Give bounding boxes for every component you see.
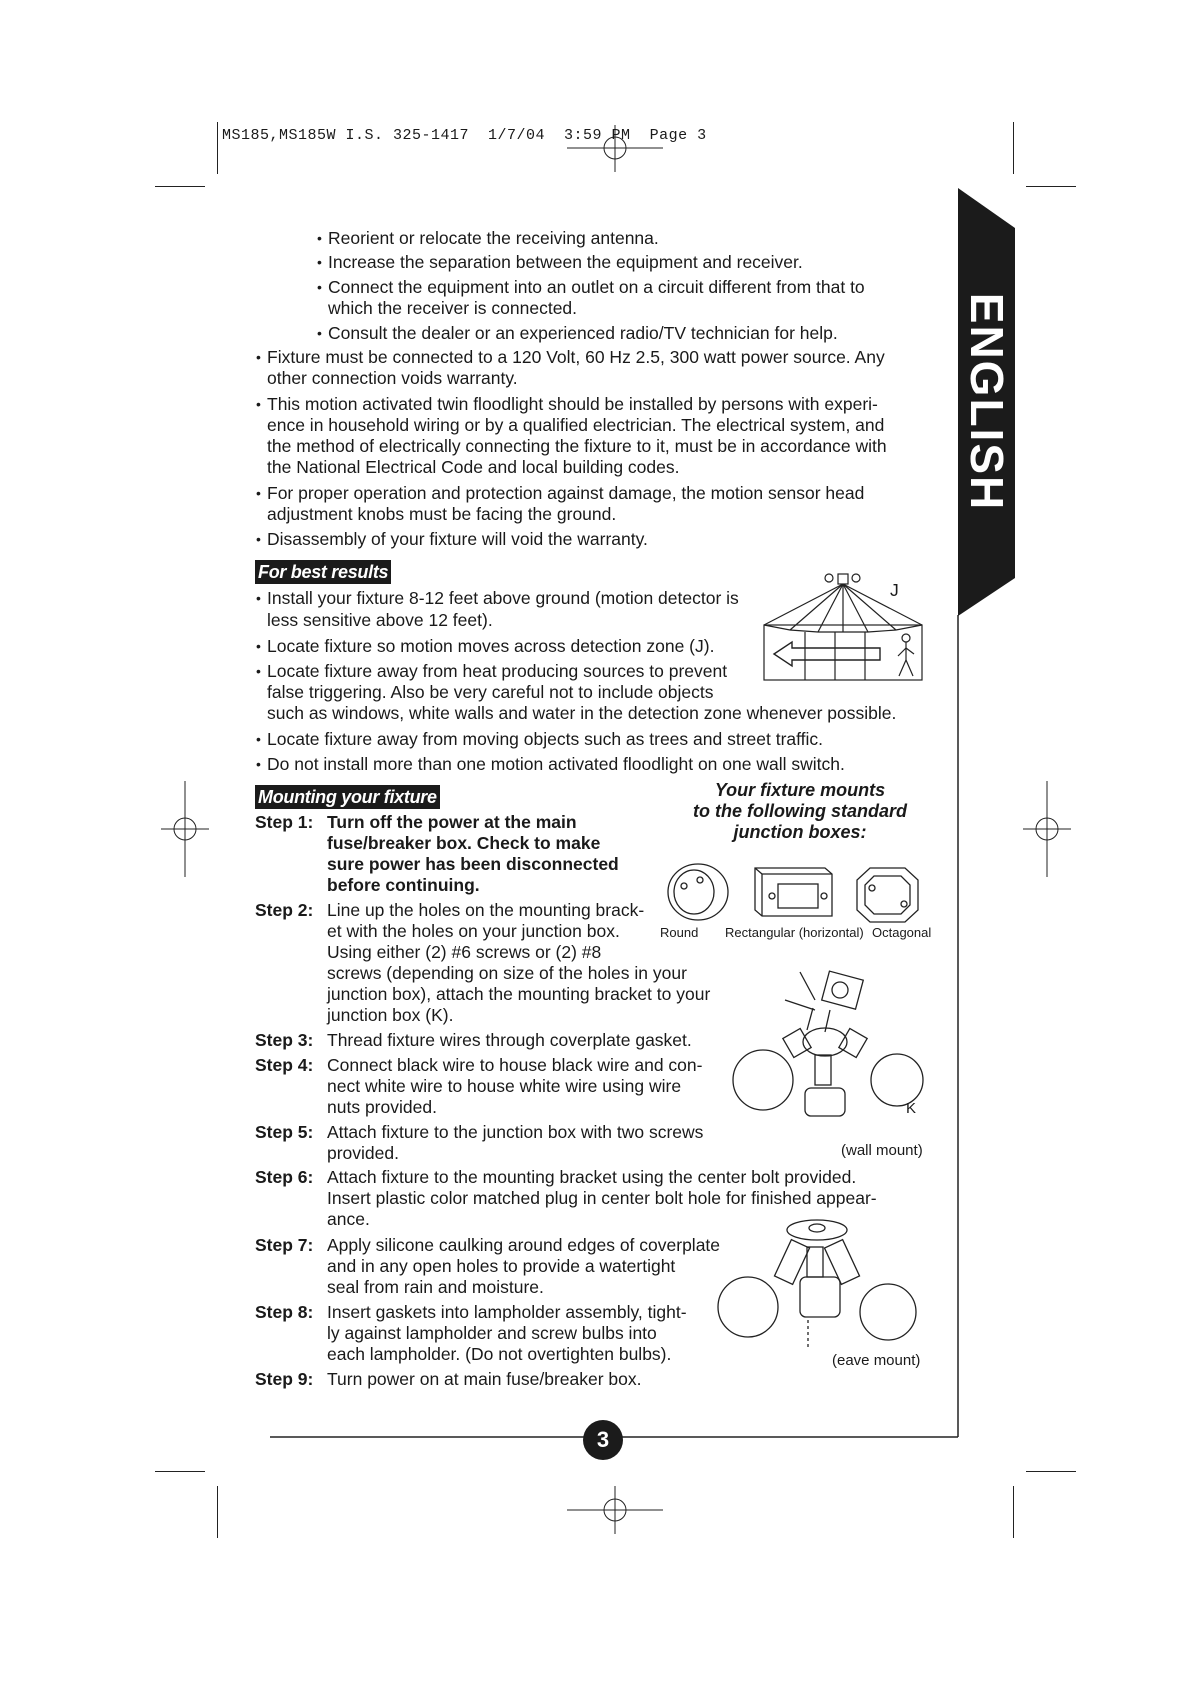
list-item-cont: such as windows, white walls and water in the detection zone whenever possible.: [267, 703, 897, 723]
list-item-cont: ence in household wiring or by a qualified electrician. The electrical system, and: [267, 415, 885, 435]
step-label: Step 4:: [255, 1055, 314, 1075]
step-text: screws (depending on size of the holes in your: [327, 963, 687, 983]
list-item-cont: which the receiver is connected.: [328, 298, 578, 318]
list-item-cont: less sensitive above 12 feet).: [267, 610, 493, 630]
step-text: Connect black wire to house black wire and con-: [327, 1055, 703, 1075]
step-text: before continuing.: [327, 875, 480, 895]
step-label: Step 5:: [255, 1122, 314, 1142]
step-text: Insert plastic color matched plug in center bolt hole for finished appear-: [327, 1188, 877, 1208]
list-item-cont: the method of electrically connecting the fixture to it, must be in accordance with: [267, 436, 887, 456]
step-text: fuse/breaker box. Check to make: [327, 833, 601, 853]
step-text: Thread fixture wires through coverplate gasket.: [327, 1030, 692, 1050]
step-text: junction box), attach the mounting bracket to your: [327, 984, 711, 1004]
step-text: seal from rain and moisture.: [327, 1277, 544, 1297]
list-item: • Consult the dealer or an experienced radio/TV technician for help.: [328, 323, 838, 344]
junction-boxes-title: Your fixture mounts to the following standard junction boxes:: [693, 780, 907, 842]
caption-wall-mount: (wall mount): [841, 1142, 923, 1159]
list-item: • Disassembly of your fixture will void the warranty.: [267, 529, 648, 550]
step-text: Attach fixture to the junction box with two screws: [327, 1122, 704, 1142]
caption-octagonal: Octagonal: [872, 925, 932, 940]
list-item: • Install your fixture 8-12 feet above ground (motion detector is: [267, 588, 739, 609]
step-label: Step 1:: [255, 812, 314, 832]
list-item: • This motion activated twin floodlight should be installed by persons with experi-: [267, 394, 878, 415]
step-text: Insert gaskets into lampholder assembly, tight-: [327, 1302, 687, 1322]
list-item: • Locate fixture so motion moves across detection zone (J).: [267, 636, 714, 657]
detection-zone-figure: [760, 570, 930, 695]
caption-round: Round: [660, 925, 699, 940]
step-text: Turn power on at main fuse/breaker box.: [327, 1369, 642, 1389]
list-item-cont: the National Electrical Code and local building codes.: [267, 457, 680, 477]
step-label: Step 9:: [255, 1369, 314, 1389]
print-slug: MS185,MS185W I.S. 325-1417 1/7/04 3:59 PM Page 3: [222, 127, 707, 144]
caption-rectangular: Rectangular (horizontal): [725, 925, 864, 940]
step-text: et with the holes on your junction box.: [327, 921, 620, 941]
step-label: Step 2:: [255, 900, 314, 920]
list-item: • Increase the separation between the equipment and receiver.: [328, 252, 803, 273]
step-text: ly against lampholder and screw bulbs into: [327, 1323, 657, 1343]
language-tab-label: ENGLISH: [960, 292, 1013, 512]
step-label: Step 3:: [255, 1030, 314, 1050]
list-item: • Do not install more than one motion activated floodlight on one wall switch.: [267, 754, 845, 775]
step-text: Line up the holes on the mounting brack-: [327, 900, 645, 920]
list-item: • Connect the equipment into an outlet on a circuit different from that to: [328, 277, 865, 298]
step-text: sure power has been disconnected: [327, 854, 619, 874]
section-heading-mounting: Mounting your fixture: [255, 785, 440, 809]
step-label: Step 8:: [255, 1302, 314, 1322]
step-text: nect white wire to house white wire using wire: [327, 1076, 682, 1096]
page-number: 3: [583, 1420, 623, 1460]
list-item: • For proper operation and protection against damage, the motion sensor head: [267, 483, 864, 504]
figure-label-j: J: [890, 580, 899, 600]
figure-label-k: K: [906, 1100, 917, 1117]
step-text: and in any open holes to provide a watertight: [327, 1256, 676, 1276]
list-item: • Reorient or relocate the receiving antenna.: [328, 228, 659, 249]
step-text: provided.: [327, 1143, 399, 1163]
list-item-cont: false triggering. Also be very careful not to include objects: [267, 682, 714, 702]
step-text: Turn off the power at the main: [327, 812, 577, 832]
list-item-cont: adjustment knobs must be facing the ground.: [267, 504, 617, 524]
wall-mount-figure: [725, 970, 930, 1120]
step-text: Apply silicone caulking around edges of coverplate: [327, 1235, 721, 1255]
list-item: • Fixture must be connected to a 120 Volt, 60 Hz 2.5, 300 watt power source. Any: [267, 347, 885, 368]
step-text: ance.: [327, 1209, 370, 1229]
eave-mount-figure: [712, 1212, 927, 1352]
junction-boxes-figure: [660, 860, 930, 925]
list-item: • Locate fixture away from heat producing sources to prevent: [267, 661, 727, 682]
step-text: nuts provided.: [327, 1097, 437, 1117]
step-label: Step 7:: [255, 1235, 314, 1255]
step-label: Step 6:: [255, 1167, 314, 1187]
step-text: Using either (2) #6 screws or (2) #8: [327, 942, 602, 962]
step-text: junction box (K).: [327, 1005, 454, 1025]
step-text: each lampholder. (Do not overtighten bulbs).: [327, 1344, 672, 1364]
caption-eave-mount: (eave mount): [832, 1352, 921, 1369]
section-heading-best-results: For best results: [255, 560, 391, 584]
list-item: • Locate fixture away from moving objects such as trees and street traffic.: [267, 729, 823, 750]
list-item-cont: other connection voids warranty.: [267, 368, 518, 388]
step-text: Attach fixture to the mounting bracket using the center bolt provided.: [327, 1167, 857, 1187]
